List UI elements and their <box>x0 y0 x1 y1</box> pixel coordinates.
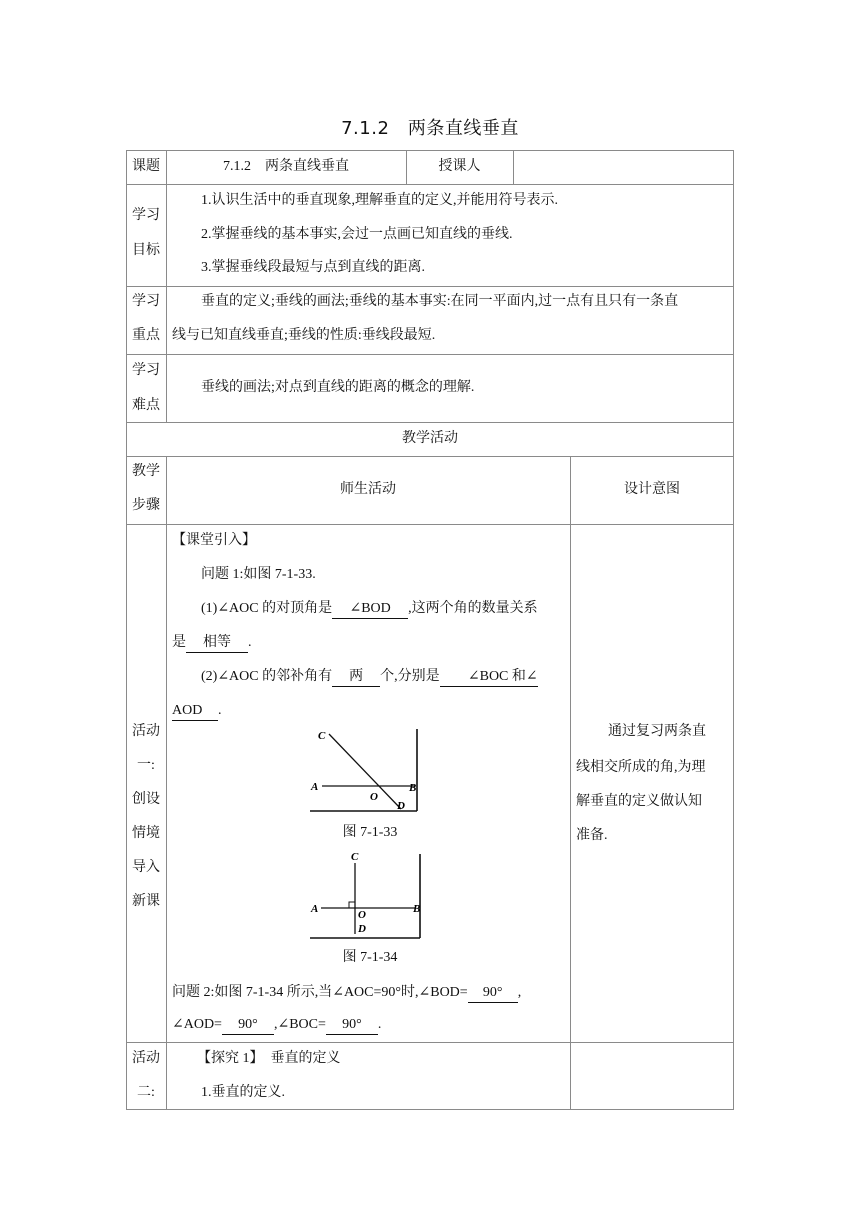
section-heading: 【课堂引入】 <box>172 533 256 548</box>
key-points-text: 垂直的定义;垂线的画法;垂线的基本事实:在同一平面内,过一点有且只有一条直 <box>201 294 679 309</box>
answer-blank: 90° <box>326 1016 378 1035</box>
activity-header: 师生活动 <box>340 482 396 497</box>
key-points-label: 学习 <box>132 294 160 309</box>
question-1-part-1: (1)∠AOC 的对顶角是 ∠BOD ,这两个角的数量关系 <box>201 599 538 619</box>
goal-item: 1.认识生活中的垂直现象,理解垂直的定义,并能用符号表示. <box>201 193 558 208</box>
figure-7-1-33 <box>305 725 445 820</box>
design-intent: 准备. <box>576 828 608 843</box>
course-label: 课题 <box>132 159 160 174</box>
teacher-label: 授课人 <box>438 159 481 174</box>
activity1-label: 活动 <box>132 724 160 739</box>
design-intent: 解垂直的定义做认知 <box>576 794 702 809</box>
activities-title: 教学活动 <box>402 431 458 446</box>
figure-7-1-34 <box>305 848 445 943</box>
label-b: B <box>413 903 421 915</box>
key-points-label: 重点 <box>132 328 160 343</box>
label-o: O <box>358 909 366 921</box>
line-cd <box>329 734 401 809</box>
col-divider <box>570 456 571 1110</box>
steps-header: 步骤 <box>132 498 160 513</box>
figure-caption: 图 7-1-33 <box>342 825 398 840</box>
label-b: B <box>409 782 417 794</box>
design-intent: 线相交所成的角,为理 <box>576 760 706 775</box>
question-2-line2: ∠AOD= 90° ,∠BOC= 90° . <box>172 1015 381 1035</box>
key-points-text: 线与已知直线垂直;垂线的性质:垂线段最短. <box>172 328 436 343</box>
design-intent: 通过复习两条直 <box>608 724 706 739</box>
goal-item: 3.掌握垂线段最短与点到直线的距离. <box>201 260 425 275</box>
goals-label: 学习 <box>132 208 160 223</box>
col-divider <box>166 150 167 423</box>
col-divider <box>166 456 167 1110</box>
row-divider <box>126 456 734 457</box>
page-title: 7.1.2 两条直线垂直 <box>341 118 519 139</box>
label-c: C <box>318 730 326 742</box>
row-divider <box>126 354 734 355</box>
row-divider <box>126 422 734 423</box>
row-divider <box>126 184 734 185</box>
answer-blank: ∠BOD <box>332 600 408 619</box>
goal-item: 2.掌握垂线的基本事实,会过一点画已知直线的垂线. <box>201 227 513 242</box>
label-a: A <box>311 903 319 915</box>
course-value: 7.1.2 两条直线垂直 <box>223 159 349 174</box>
label-a: A <box>311 781 319 793</box>
answer-blank: 90° <box>468 984 518 1003</box>
activity1-label: 一: <box>137 758 155 773</box>
question-2: 问题 2:如图 7-1-34 所示,当∠AOC=90°时,∠BOD= 90° , <box>172 983 521 1003</box>
label-o: O <box>370 791 378 803</box>
row-divider <box>126 1042 734 1043</box>
col-divider <box>513 150 514 185</box>
question-1-part-2: (2)∠AOC 的邻补角有 两 个,分别是 ∠BOC 和∠ <box>201 667 538 687</box>
activity2-line: 1.垂直的定义. <box>201 1085 285 1100</box>
figure-caption: 图 7-1-34 <box>342 950 398 965</box>
answer-blank: 相等 <box>186 634 248 653</box>
activity2-label: 二: <box>137 1085 155 1100</box>
activity1-label: 新课 <box>132 894 160 909</box>
question-1: 问题 1:如图 7-1-33. <box>201 567 316 582</box>
row-divider <box>126 524 734 525</box>
intent-header: 设计意图 <box>624 482 680 497</box>
question-1-part-2-line2: AOD . <box>172 701 222 721</box>
activity1-label: 创设 <box>132 792 160 807</box>
right-angle-mark <box>349 902 355 908</box>
activity2-label: 活动 <box>132 1051 160 1066</box>
section-heading: 【探究 1】 垂直的定义 <box>197 1051 341 1066</box>
answer-blank: 两 <box>332 668 380 687</box>
activity1-label: 情境 <box>132 826 160 841</box>
difficulties-label: 学习 <box>132 363 160 378</box>
row-divider <box>126 286 734 287</box>
label-c: C <box>351 851 359 863</box>
difficulties-text: 垂线的画法;对点到直线的距离的概念的理解. <box>201 380 475 395</box>
difficulties-label: 难点 <box>132 398 160 413</box>
goals-label: 目标 <box>132 243 160 258</box>
answer-blank: 90° <box>222 1016 274 1035</box>
steps-header: 教学 <box>132 464 160 479</box>
question-1-part-1-line2: 是 相等 . <box>172 633 252 653</box>
label-d: D <box>397 800 405 812</box>
answer-blank: ∠BOC 和∠ <box>440 668 538 687</box>
activity1-label: 导入 <box>132 860 160 875</box>
label-d: D <box>358 923 366 935</box>
answer-blank: AOD <box>172 702 218 721</box>
